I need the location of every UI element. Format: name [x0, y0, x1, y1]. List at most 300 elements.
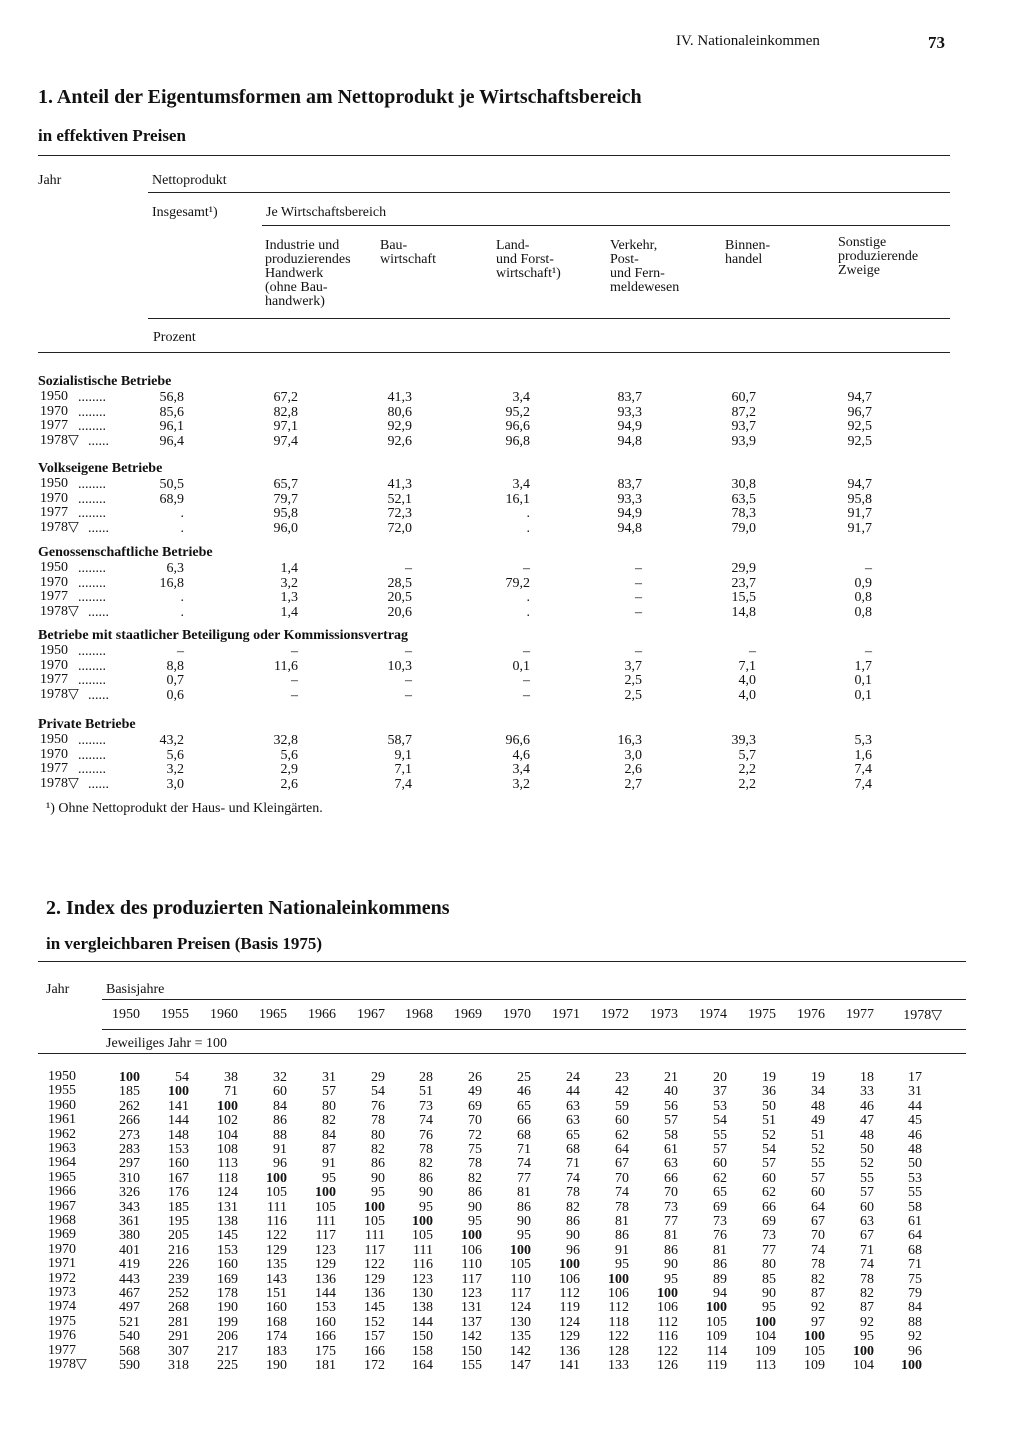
table1-cell: .: [526, 506, 530, 522]
table1-colhead-industrie: Industrie und produzierendes Handwerk (ohne Bau- handwerk): [265, 238, 351, 309]
table2-cell: 206: [217, 1329, 238, 1345]
table2-cell: 152: [364, 1314, 385, 1330]
table2-cell: 144: [315, 1286, 336, 1301]
table1-leader-dots: ........: [78, 644, 106, 659]
table1-leader-dots: ........: [78, 390, 106, 405]
table2-base-year-header: 1970: [503, 1007, 531, 1022]
table2-cell: 145: [217, 1228, 238, 1244]
table2-cell: 36: [762, 1084, 776, 1100]
table2-cell: 60: [713, 1156, 727, 1172]
table1-row-year: 1970: [40, 490, 68, 506]
table1-top-rule: [38, 155, 950, 156]
table1-group-title: Private Betriebe: [38, 717, 136, 732]
table2-cell: 86: [371, 1156, 385, 1172]
table2-cell: 92: [811, 1300, 825, 1316]
table1-cell: 96,0: [273, 521, 298, 537]
table2-cell: 380: [119, 1228, 140, 1244]
table2-cell: 90: [517, 1214, 531, 1229]
table1-col-insgesamt: Insgesamt¹): [152, 205, 218, 220]
table2-cell: 45: [908, 1113, 922, 1129]
table2-cell: 113: [755, 1358, 776, 1373]
table1-cell: –: [635, 575, 642, 591]
table2-cell: 95: [322, 1170, 336, 1186]
table2-cell: 74: [419, 1113, 433, 1129]
table2-title: 2. Index des produzierten Nationaleinkommens: [46, 897, 450, 919]
table2-cell: 96: [273, 1156, 287, 1172]
table2-cell: 153: [168, 1142, 189, 1157]
table2-cell: 137: [461, 1314, 482, 1330]
table1-row-year: 1970: [40, 574, 68, 590]
table2-cell: 37: [713, 1084, 727, 1100]
table1-header-bottom-rule: [38, 352, 950, 353]
table2-cell: 64: [615, 1142, 629, 1157]
table2-cell: 47: [860, 1113, 874, 1129]
table2-base-year-header: 1975: [748, 1007, 776, 1022]
table2-cell: 77: [762, 1242, 776, 1258]
table1-leader-dots: ........: [78, 733, 106, 748]
table2-cell: 70: [664, 1185, 678, 1201]
table1-cell: 96,7: [847, 404, 872, 420]
table1-cell: 94,9: [617, 419, 642, 435]
table2-base-year-header: 1960: [210, 1007, 238, 1022]
table1-cell: 3,4: [512, 390, 530, 405]
table2-cell: 138: [217, 1214, 238, 1229]
table2-cell: 55: [811, 1156, 825, 1172]
table1-cell: 2,6: [280, 777, 298, 793]
table2-cell: 57: [860, 1185, 874, 1201]
table1-cell: 0,8: [854, 605, 872, 621]
table2-cell: 252: [168, 1286, 189, 1301]
table1-cell: 3,0: [166, 777, 184, 793]
table2-cell: 78: [860, 1271, 874, 1287]
table1-cell: 58,7: [387, 733, 412, 748]
table2-cell: 86: [566, 1214, 580, 1229]
table2-cell: 23: [615, 1070, 629, 1085]
table1-cell: 5,3: [854, 733, 872, 748]
table2-cell: 95: [664, 1271, 678, 1287]
table1-cell: 2,2: [738, 762, 756, 778]
table2-cell: 84: [908, 1300, 922, 1316]
table1-cell: 2,6: [624, 762, 642, 778]
table2-cell: 78: [615, 1199, 629, 1215]
table2-cell: 92: [908, 1329, 922, 1345]
table2-cell: 68: [908, 1242, 922, 1258]
table1-cell: 2,2: [738, 777, 756, 793]
table2-cell: 78: [566, 1185, 580, 1201]
table1-cell: 67,2: [273, 390, 298, 405]
table1-row-year: 1977: [40, 672, 68, 688]
table2-cell: 102: [217, 1113, 238, 1129]
table1-col-je-wirtschaftsbereich: Je Wirtschaftsbereich: [266, 205, 387, 220]
table2-cell: 95: [615, 1257, 629, 1273]
table1-cell: 3,2: [280, 575, 298, 591]
table2-cell: 86: [615, 1228, 629, 1244]
table2-cell: 195: [168, 1214, 189, 1229]
table2-cell: 105: [510, 1257, 531, 1273]
table1-cell: .: [526, 590, 530, 606]
table1-cell: 39,3: [731, 733, 756, 748]
table1-cell: .: [180, 521, 184, 537]
table1-cell: –: [865, 644, 872, 659]
table1-cell: 3,4: [512, 762, 530, 778]
table1-cell: –: [635, 561, 642, 576]
table1-row-year: 1950: [40, 389, 68, 404]
table2-cell: 55: [713, 1127, 727, 1143]
table2-cell: 54: [762, 1142, 776, 1157]
table2-cell: 172: [364, 1358, 385, 1373]
table1-cell: 87,2: [731, 404, 756, 420]
table1-cell: 2,9: [280, 762, 298, 778]
table2-cell: 190: [266, 1358, 287, 1373]
table2-cell: 148: [168, 1127, 189, 1143]
table1-subtitle: in effektiven Preisen: [38, 126, 186, 145]
table1-rule-unit: [148, 318, 950, 319]
table2-cell: 169: [217, 1271, 238, 1287]
table2-cell: 18: [860, 1070, 874, 1085]
table2-cell: 160: [168, 1156, 189, 1172]
table2-row-year: 1976: [48, 1328, 76, 1344]
table1-cell: 91,7: [847, 521, 872, 537]
table1-cell: –: [523, 561, 530, 576]
table1-cell: 94,7: [847, 390, 872, 405]
table2-cell: 111: [413, 1242, 433, 1258]
table1-footnote: ¹) Ohne Nettoprodukt der Haus- und Kleingärten.: [46, 801, 323, 816]
table1-cell: 15,5: [731, 590, 756, 606]
table2-cell: 74: [615, 1185, 629, 1201]
table2-cell: 74: [811, 1242, 825, 1258]
table2-cell: 118: [217, 1170, 238, 1186]
table2-cell: 57: [811, 1170, 825, 1186]
table2-cell: 73: [664, 1199, 678, 1215]
table2-cell: 81: [615, 1214, 629, 1229]
table2-cell: 106: [559, 1271, 580, 1287]
table1-cell: 23,7: [731, 575, 756, 591]
table2-cell: 141: [559, 1358, 580, 1373]
table2-cell: 90: [762, 1286, 776, 1301]
table1-cell: 97,1: [273, 419, 298, 435]
table2-cell: 100: [657, 1286, 678, 1301]
table1-cell: –: [635, 644, 642, 659]
table2-row-year: 1965: [48, 1169, 76, 1185]
table2-cell: 467: [119, 1286, 140, 1301]
table1-cell: 95,2: [505, 404, 530, 420]
table2-cell: 167: [168, 1170, 189, 1186]
table1-cell: 3,2: [166, 762, 184, 778]
table1-title: 1. Anteil der Eigentumsformen am Nettoprodukt je Wirtschaftsbereich: [38, 86, 642, 108]
table2-cell: 117: [315, 1228, 336, 1244]
table1-cell: 2,5: [624, 688, 642, 704]
table2-cell: 78: [811, 1257, 825, 1273]
table2-cell: 82: [566, 1199, 580, 1215]
table1-cell: 0,8: [854, 590, 872, 606]
table2-cell: 110: [461, 1257, 482, 1273]
table1-leader-dots: ........: [78, 561, 106, 576]
table2-cell: 76: [371, 1098, 385, 1114]
table2-cell: 160: [315, 1314, 336, 1330]
table2-cell: 53: [908, 1170, 922, 1186]
table1-cell: 78,3: [731, 506, 756, 522]
table2-row-year: 1950: [48, 1069, 76, 1084]
table2-row-year: 1977: [48, 1342, 76, 1358]
table1-cell: 16,8: [159, 575, 184, 591]
table1-rule-nettoprodukt: [148, 192, 950, 193]
table2-cell: 74: [566, 1170, 580, 1186]
table1-colhead-verkehr: Verkehr, Post- und Fern- meldewesen: [610, 238, 680, 295]
table1-cell: 2,7: [624, 777, 642, 793]
table2-cell: 40: [664, 1084, 678, 1100]
table2-cell: 106: [461, 1242, 482, 1258]
table1-cell: 1,6: [854, 747, 872, 763]
table2-cell: 48: [908, 1142, 922, 1157]
table2-cell: 49: [468, 1084, 482, 1100]
table2-cell: 90: [664, 1257, 678, 1273]
table1-cell: 93,3: [617, 404, 642, 420]
table2-cell: 58: [908, 1199, 922, 1215]
table1-cell: 28,5: [387, 575, 412, 591]
page-number: 73: [928, 33, 945, 52]
table2-cell: 100: [510, 1242, 531, 1258]
table1-cell: 0,1: [512, 658, 530, 674]
table2-cell: 86: [664, 1242, 678, 1258]
table1-cell: 68,9: [159, 491, 184, 507]
table2-cell: 51: [811, 1127, 825, 1143]
table2-cell: 46: [517, 1084, 531, 1100]
table2-cell: 105: [266, 1185, 287, 1201]
table1-cell: 93,3: [617, 491, 642, 507]
table2-cell: 32: [273, 1070, 287, 1085]
table2-cell: 70: [615, 1170, 629, 1186]
table2-cell: 88: [908, 1314, 922, 1330]
table2-cell: 63: [566, 1113, 580, 1129]
table1-cell: 20,5: [387, 590, 412, 606]
table2-cell: 91: [273, 1142, 287, 1157]
table2-cell: 111: [267, 1199, 287, 1215]
table2-row-year: 1964: [48, 1155, 76, 1171]
table2-cell: 100: [168, 1084, 189, 1100]
table2-cell: 119: [559, 1300, 580, 1316]
table2-cell: 160: [217, 1257, 238, 1273]
table2-cell: 142: [510, 1343, 531, 1359]
table1-leader-dots: ......: [88, 434, 109, 450]
table2-cell: 273: [119, 1127, 140, 1143]
table1-cell: 94,7: [847, 477, 872, 492]
table2-cell: 136: [315, 1271, 336, 1287]
table2-base-year-header: 1967: [357, 1007, 385, 1022]
table2-cell: 79: [908, 1286, 922, 1301]
table2-cell: 60: [860, 1199, 874, 1215]
table2-cell: 216: [168, 1242, 189, 1258]
table2-cell: 75: [468, 1142, 482, 1157]
table2-cell: 100: [217, 1098, 238, 1114]
table2-cell: 57: [713, 1142, 727, 1157]
table2-cell: 64: [908, 1228, 922, 1244]
table2-cell: 74: [860, 1257, 874, 1273]
table1-leader-dots: ......: [88, 521, 109, 537]
table2-cell: 17: [908, 1070, 922, 1085]
table2-cell: 56: [664, 1098, 678, 1114]
table1-cell: 7,1: [738, 658, 756, 674]
table2-cell: 119: [706, 1358, 727, 1373]
table2-cell: 95: [419, 1199, 433, 1215]
table2-rule-basisjahre: [102, 999, 966, 1000]
table2-cell: 53: [713, 1098, 727, 1114]
table2-cell: 50: [860, 1142, 874, 1157]
table2-cell: 217: [217, 1343, 238, 1359]
table2-cell: 175: [315, 1343, 336, 1359]
table2-cell: 136: [364, 1286, 385, 1301]
table2-cell: 131: [461, 1300, 482, 1316]
table2-cell: 123: [315, 1242, 336, 1258]
table2-cell: 166: [364, 1343, 385, 1359]
table1-row-year: 1978▽: [40, 520, 79, 536]
table2-cell: 100: [266, 1170, 287, 1186]
table2-cell: 100: [315, 1185, 336, 1201]
table2-cell: 21: [664, 1070, 678, 1085]
table2-cell: 95: [762, 1300, 776, 1316]
table2-cell: 68: [566, 1142, 580, 1157]
table1-row-year: 1978▽: [40, 604, 79, 620]
table2-cell: 130: [412, 1286, 433, 1301]
table2-cell: 76: [713, 1228, 727, 1244]
table2-cell: 88: [273, 1127, 287, 1143]
table2-cell: 48: [811, 1098, 825, 1114]
table2-cell: 590: [119, 1358, 140, 1373]
table1-cell: –: [291, 688, 298, 704]
table1-cell: 93,7: [731, 419, 756, 435]
table2-cell: 262: [119, 1098, 140, 1114]
table1-leader-dots: ........: [78, 747, 106, 763]
table1-cell: 79,0: [731, 521, 756, 537]
table2-cell: 145: [364, 1300, 385, 1316]
table1-cell: 96,6: [505, 733, 530, 748]
table2-cell: 153: [315, 1300, 336, 1316]
table2-cell: 44: [908, 1098, 922, 1114]
table2-cell: 52: [762, 1127, 776, 1143]
table1-cell: 0,9: [854, 575, 872, 591]
table2-row-year: 1970: [48, 1241, 76, 1257]
table1-colhead-land: Land- und Forst- wirtschaft¹): [496, 238, 561, 281]
table2-cell: 82: [811, 1271, 825, 1287]
table2-cell: 81: [664, 1228, 678, 1244]
table2-cell: 71: [517, 1142, 531, 1157]
table2-cell: 63: [664, 1156, 678, 1172]
table2-cell: 26: [468, 1070, 482, 1085]
table2-cell: 58: [664, 1127, 678, 1143]
table2-row-year: 1969: [48, 1227, 76, 1243]
table1-leader-dots: ........: [78, 491, 106, 507]
table2-cell: 50: [762, 1098, 776, 1114]
table2-cell: 61: [908, 1214, 922, 1229]
table1-cell: 4,6: [512, 747, 530, 763]
table2-cell: 50: [908, 1156, 922, 1172]
table2-col-jahr: Jahr: [46, 982, 70, 997]
table2-cell: 48: [860, 1127, 874, 1143]
table2-cell: 105: [706, 1314, 727, 1330]
table2-cell: 96: [566, 1242, 580, 1258]
table1-cell: 96,1: [159, 419, 184, 435]
table1-cell: 11,6: [274, 658, 298, 674]
table2-cell: 78: [468, 1156, 482, 1172]
table1-cell: 95,8: [847, 491, 872, 507]
table2-cell: 117: [461, 1271, 482, 1287]
table2-cell: 91: [322, 1156, 336, 1172]
table1-cell: .: [526, 521, 530, 537]
table2-cell: 131: [217, 1199, 238, 1215]
table2-cell: 28: [419, 1070, 433, 1085]
table2-cell: 51: [762, 1113, 776, 1129]
table2-cell: 150: [461, 1343, 482, 1359]
table2-cell: 61: [664, 1142, 678, 1157]
table1-col-jahr: Jahr: [38, 173, 62, 188]
table2-col-basisjahre: Basisjahre: [106, 982, 165, 997]
table2-cell: 443: [119, 1271, 140, 1287]
table2-cell: 62: [762, 1185, 776, 1201]
table1-leader-dots: ........: [78, 762, 106, 778]
table1-colhead-binnenhandel: Binnen- handel: [725, 238, 771, 267]
table1-leader-dots: ........: [78, 658, 106, 674]
table1-leader-dots: ......: [88, 605, 109, 621]
table1-cell: 79,7: [273, 491, 298, 507]
table2-cell: 81: [517, 1185, 531, 1201]
table1-colhead-sonstige: Sonstige produzierende Zweige: [838, 235, 919, 278]
table1-leader-dots: ......: [88, 688, 109, 704]
table2-cell: 49: [811, 1113, 825, 1129]
table2-cell: 90: [371, 1170, 385, 1186]
table2-cell: 19: [811, 1070, 825, 1085]
table2-cell: 81: [713, 1242, 727, 1258]
table2-base-year-header: 1965: [259, 1007, 287, 1022]
table2-cell: 87: [811, 1286, 825, 1301]
table2-cell: 67: [615, 1156, 629, 1172]
table2-row-year: 1972: [48, 1270, 76, 1286]
table2-cell: 129: [559, 1329, 580, 1345]
table2-base-year-header: 1976: [797, 1007, 825, 1022]
table2-cell: 118: [608, 1314, 629, 1330]
table1-cell: 63,5: [731, 491, 756, 507]
table2-cell: 82: [371, 1142, 385, 1157]
table2-cell: 122: [266, 1228, 287, 1244]
table2-cell: 55: [908, 1185, 922, 1201]
table2-cell: 135: [266, 1257, 287, 1273]
table2-cell: 419: [119, 1257, 140, 1273]
table2-cell: 46: [908, 1127, 922, 1143]
table1-cell: 95,8: [273, 506, 298, 522]
table2-base-year-header: 1977: [846, 1007, 874, 1022]
table1-cell: 16,1: [505, 491, 530, 507]
table2-cell: 86: [713, 1257, 727, 1273]
table1-cell: 0,6: [166, 688, 184, 704]
table2-cell: 100: [853, 1343, 874, 1359]
table2-cell: 105: [364, 1214, 385, 1229]
table2-cell: 60: [811, 1185, 825, 1201]
table1-rule-je: [262, 225, 950, 226]
table1-cell: 91,7: [847, 506, 872, 522]
table2-cell: 76: [419, 1127, 433, 1143]
table2-cell: 129: [315, 1257, 336, 1273]
table2-cell: 64: [811, 1199, 825, 1215]
table2-cell: 117: [510, 1286, 531, 1301]
table1-row-year: 1950: [40, 643, 68, 658]
table2-cell: 80: [371, 1127, 385, 1143]
table2-header-bottom-rule: [38, 1053, 966, 1054]
table2-cell: 42: [615, 1084, 629, 1100]
table2-cell: 90: [419, 1185, 433, 1201]
table2-cell: 199: [217, 1314, 238, 1330]
table2-cell: 62: [615, 1127, 629, 1143]
table2-cell: 568: [119, 1343, 140, 1359]
table2-cell: 123: [412, 1271, 433, 1287]
table2-cell: 521: [119, 1314, 140, 1330]
